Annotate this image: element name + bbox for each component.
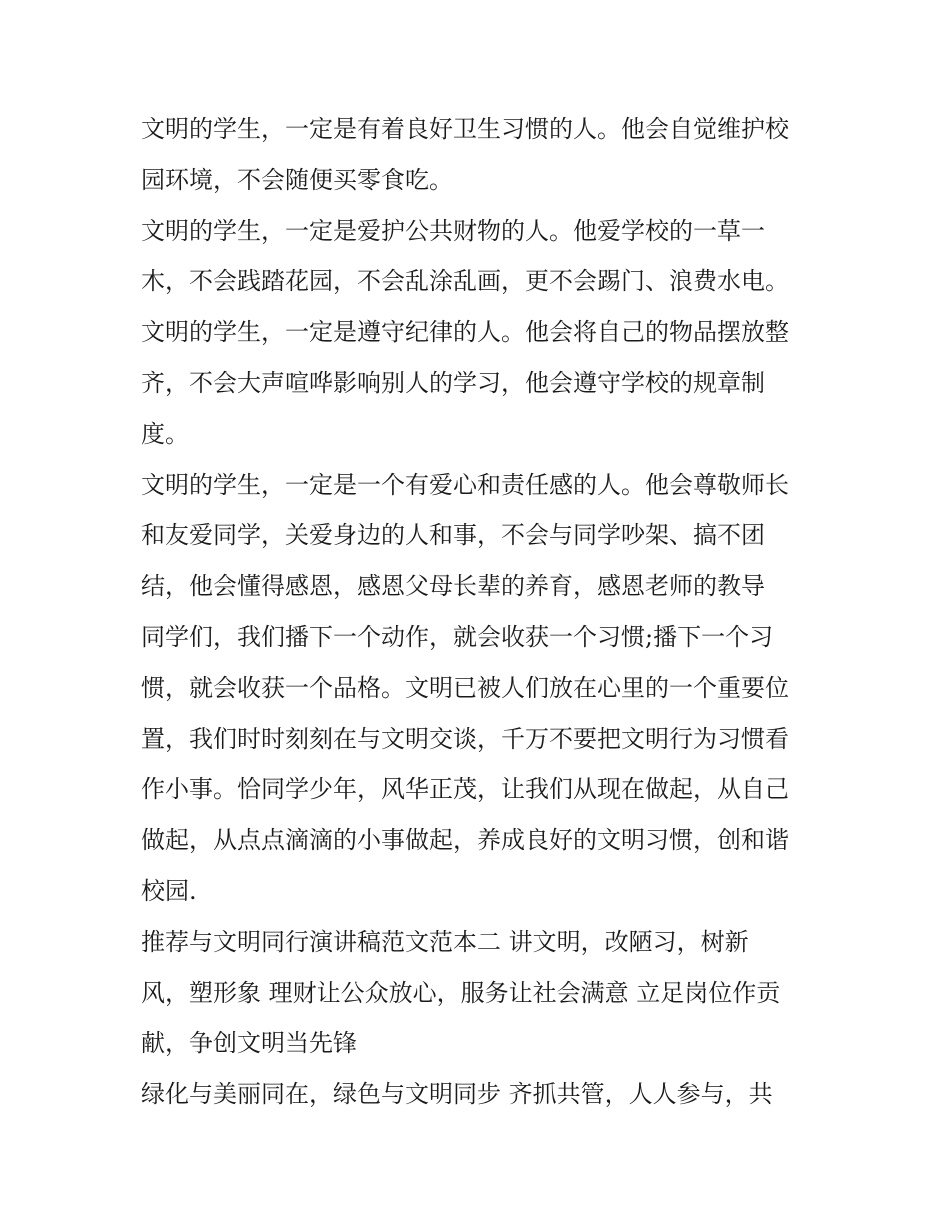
text-line: 文明的学生，一定是一个有爱心和责任感的人。他会尊敬师长 xyxy=(141,470,789,499)
text-line: 度。 xyxy=(141,419,189,448)
text-line: 木，不会践踏花园，不会乱涂乱画，更不会踢门、浪费水电。 xyxy=(141,267,789,296)
text-line: 园环境，不会随便买零食吃。 xyxy=(141,165,453,194)
text-line: 齐，不会大声喧哗影响别人的学习，他会遵守学校的规章制 xyxy=(141,368,765,397)
text-line: 校园. xyxy=(141,876,197,905)
text-line: 和友爱同学，关爱身边的人和事，不会与同学吵架、搞不团 xyxy=(141,521,765,550)
text-line: 同学们，我们播下一个动作，就会收获一个习惯;播下一个习 xyxy=(141,622,774,651)
text-line: 文明的学生，一定是有着良好卫生习惯的人。他会自觉维护校 xyxy=(141,115,789,143)
text-line: 做起，从点点滴滴的小事做起，养成良好的文明习惯，创和谐 xyxy=(141,826,789,855)
text-line: 置，我们时时刻刻在与文明交谈，千万不要把文明行为习惯看 xyxy=(141,724,789,753)
text-line: 结，他会懂得感恩，感恩父母长辈的养育，感恩老师的教导 xyxy=(141,572,765,601)
text-line: 风，塑形象 理财让公众放心，服务让社会满意 立足岗位作贡 xyxy=(141,978,781,1007)
text-line: 绿化与美丽同在，绿色与文明同步 齐抓共管，人人参与，共 xyxy=(141,1080,773,1109)
text-line: 献，争创文明当先锋 xyxy=(141,1029,357,1058)
text-line: 推荐与文明同行演讲稿范文范本二 讲文明，改陋习，树新 xyxy=(141,927,749,956)
text-line: 文明的学生，一定是遵守纪律的人。他会将自己的物品摆放整 xyxy=(141,318,789,347)
text-line: 惯，就会收获一个品格。文明已被人们放在心里的一个重要位 xyxy=(141,673,789,702)
text-line: 文明的学生，一定是爱护公共财物的人。他爱学校的一草一 xyxy=(141,216,765,245)
text-line: 作小事。恰同学少年，风华正茂，让我们从现在做起，从自己 xyxy=(141,775,789,804)
document-body xyxy=(141,104,821,1120)
